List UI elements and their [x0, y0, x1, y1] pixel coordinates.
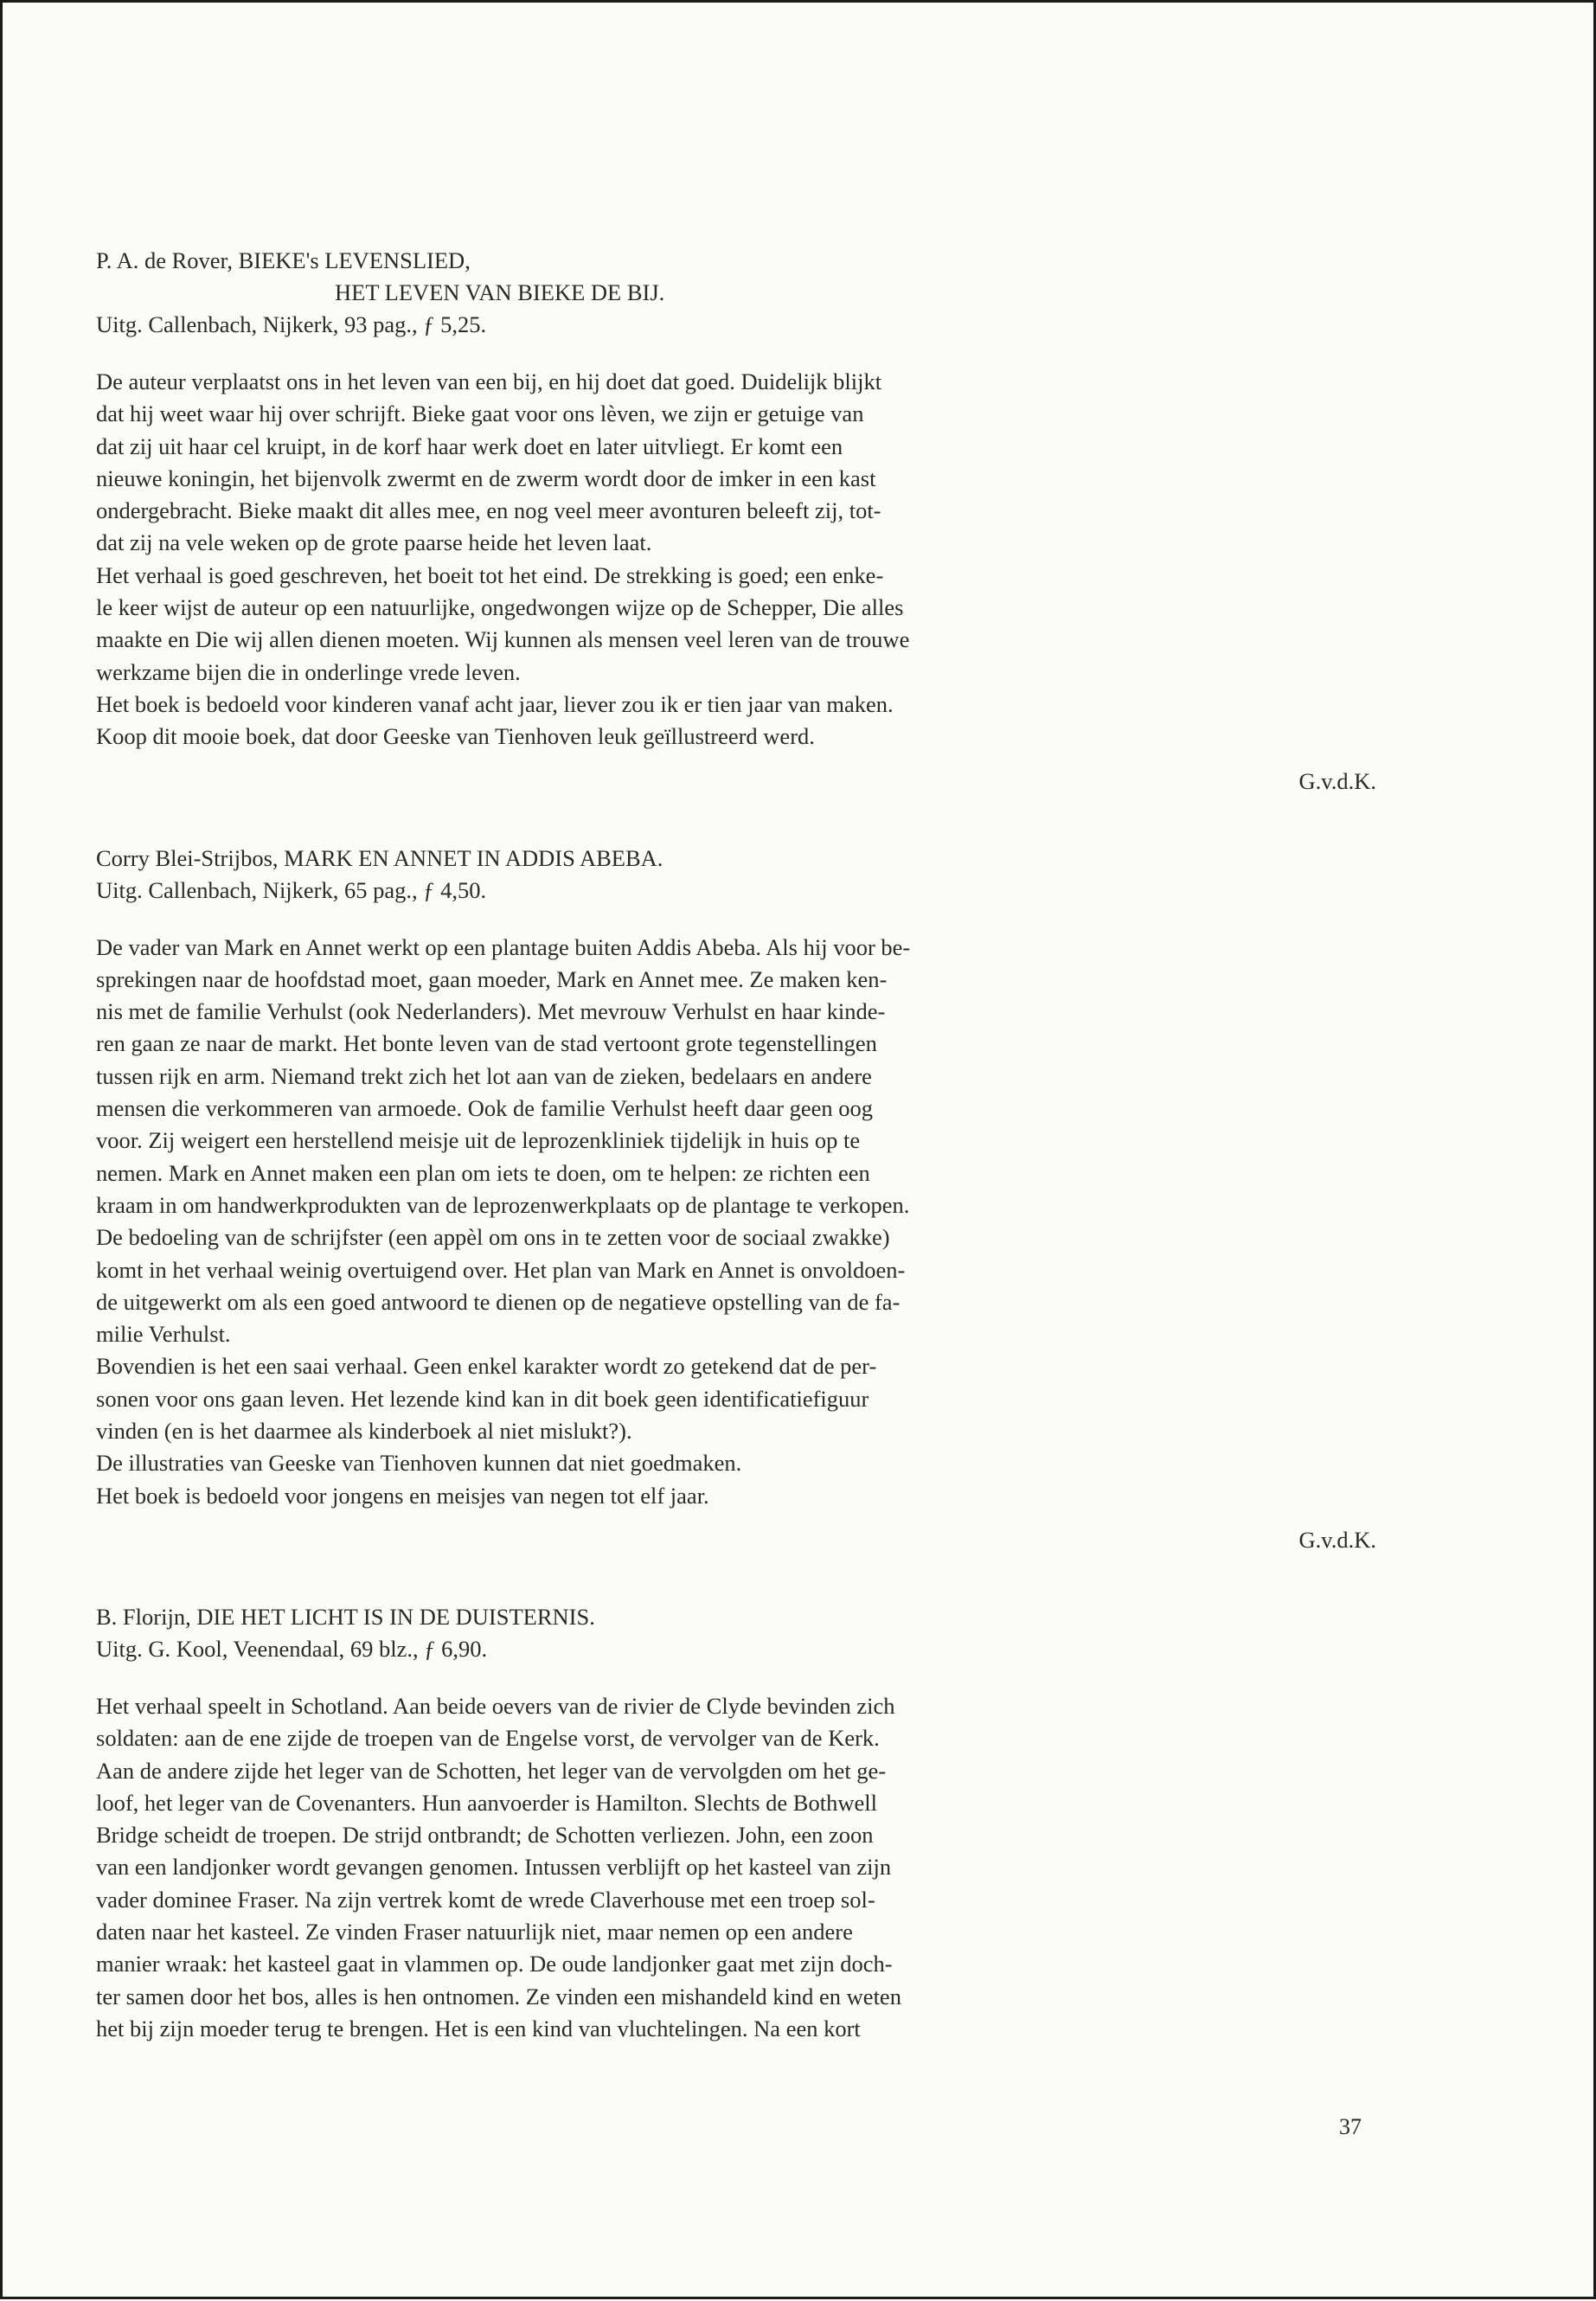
review-text-line: loof, het leger van de Covenanters. Hun aanvoerder is Hamilton. Slechts de Bothwell — [96, 1789, 877, 1816]
review-text-line: daten naar het kasteel. Ze vinden Fraser natuurlijk niet, maar nemen op een andere — [96, 1918, 853, 1945]
review-text-line: nis met de familie Verhulst (ook Nederlanders). Met mevrouw Verhulst en haar kinde- — [96, 998, 886, 1025]
review-text-line: mensen die verkommeren van armoede. Ook de familie Verhulst heeft daar geen oog — [96, 1095, 873, 1122]
review-text-line: ter samen door het bos, alles is hen ontnomen. Ze vinden een mishandeld kind en weten — [96, 1983, 901, 2009]
review-text-line: de uitgewerkt om als een goed antwoord te dienen op de negatieve opstelling van de fa- — [96, 1288, 901, 1315]
review-title-line: Corry Blei-Strijbos, MARK EN ANNET IN ADDIS ABEBA. — [96, 844, 663, 871]
review-text-line: maakte en Die wij allen dienen moeten. Wij kunnen als mensen veel leren van de trouwe — [96, 626, 910, 653]
page-number: 37 — [1339, 2114, 1362, 2139]
review-title-line: P. A. de Rover, BIEKE's LEVENSLIED, — [96, 247, 471, 273]
review-text-line: dat hij weet waar hij over schrijft. Bieke gaat voor ons lèven, we zijn er getuige van — [96, 401, 864, 427]
review-text-line: manier wraak: het kasteel gaat in vlammen op. De oude landjonker gaat met zijn doch- — [96, 1951, 893, 1977]
review-text-line: vinden (en is het daarmee als kinderboek al niet mislukt?). — [96, 1418, 632, 1445]
review-subtitle-line: HET LEVEN VAN BIEKE DE BIJ. — [335, 279, 665, 305]
review-text-line: De bedoeling van de schrijfster (een appèl om ons in te zetten voor de sociaal zwakke) — [96, 1224, 890, 1251]
review-body — [96, 366, 1381, 753]
review-text-line: van een landjonker wordt gevangen genomen. Intussen verblijft op het kasteel van zijn — [96, 1854, 892, 1881]
review-text-line: Het verhaal speelt in Schotland. Aan beide oevers van de rivier de Clyde bevinden zich — [96, 1692, 895, 1719]
review-publisher-line: Uitg. Callenbach, Nijkerk, 93 pag., ƒ 5,25. — [96, 311, 487, 337]
book-review-mark-en-annet — [96, 843, 1381, 1556]
review-text-line: Koop dit mooie boek, dat door Geeske van Tienhoven leuk geïllustreerd werd. — [96, 723, 815, 750]
review-text-line: Het boek is bedoeld voor jongens en meisjes van negen tot elf jaar. — [96, 1482, 709, 1509]
review-text-line: Het verhaal is goed geschreven, het boeit tot het eind. De strekking is goed; een enke- — [96, 561, 884, 588]
review-text-line: sprekingen naar de hoofdstad moet, gaan moeder, Mark en Annet mee. Ze maken ken- — [96, 965, 888, 992]
review-text-line: dat zij na vele weken op de grote paarse heide het leven laat. — [96, 529, 652, 556]
review-signature: G.v.d.K. — [1298, 1526, 1376, 1553]
review-text-line: Het boek is bedoeld voor kinderen vanaf acht jaar, liever zou ik er tien jaar van maken. — [96, 690, 894, 717]
review-text-line: ondergebracht. Bieke maakt dit alles mee, en nog veel meer avonturen beleeft zij, tot- — [96, 497, 881, 524]
review-text-line: Bridge scheidt de troepen. De strijd ontbrandt; de Schotten verliezen. John, een zoon — [96, 1822, 874, 1849]
review-text-line: le keer wijst de auteur op een natuurlijke, ongedwongen wijze op de Schepper, Die alles — [96, 594, 904, 621]
review-text-line: De vader van Mark en Annet werkt op een plantage buiten Addis Abeba. Als hij voor be- — [96, 933, 911, 960]
review-text-line: ren gaan ze naar de markt. Het bonte leven van de stad vertoont grote tegenstellingen — [96, 1030, 877, 1057]
review-text-line: sonen voor ons gaan leven. Het lezende kind kan in dit boek geen identificatiefiguur — [96, 1385, 869, 1412]
page-content — [96, 245, 1381, 2045]
review-body — [96, 1690, 1381, 2045]
review-publisher-line: Uitg. G. Kool, Veenendaal, 69 blz., ƒ 6,90. — [96, 1635, 488, 1662]
review-publisher-line: Uitg. Callenbach, Nijkerk, 65 pag., ƒ 4,50. — [96, 876, 487, 903]
review-text-line: werkzame bijen die in onderlinge vrede leven. — [96, 658, 521, 685]
review-text-line: nieuwe koningin, het bijenvolk zwermt en de zwerm wordt door de imker in een kast — [96, 465, 876, 491]
review-text-line: kraam in om handwerkprodukten van de leprozenwerkplaats op de plantage te verkopen. — [96, 1191, 910, 1218]
review-text-line: vader dominee Fraser. Na zijn vertrek komt de wrede Claverhouse met een troep sol- — [96, 1886, 875, 1913]
review-text-line: Bovendien is het een saai verhaal. Geen enkel karakter wordt zo getekend dat de per- — [96, 1353, 877, 1380]
review-signature: G.v.d.K. — [1298, 767, 1376, 794]
book-review-bieke — [96, 245, 1381, 798]
review-text-line: milie Verhulst. — [96, 1321, 231, 1348]
review-text-line: tussen rijk en arm. Niemand trekt zich het lot aan van de zieken, bedelaars en andere — [96, 1062, 872, 1089]
review-text-line: De auteur verplaatst ons in het leven van een bij, en hij doet dat goed. Duidelijk blijkt — [96, 369, 882, 394]
review-body — [96, 932, 1381, 1512]
review-text-line: soldaten: aan de ene zijde de troepen van de Engelse vorst, de vervolger van de Kerk. — [96, 1725, 880, 1752]
review-text-line: voor. Zij weigert een herstellend meisje uit de leprozenkliniek tijdelijk in huis op te — [96, 1127, 861, 1154]
review-text-line: komt in het verhaal weinig overtuigend over. Het plan van Mark en Annet is onvoldoen- — [96, 1256, 906, 1283]
review-text-line: nemen. Mark en Annet maken een plan om iets te doen, om te helpen: ze richten een — [96, 1159, 870, 1186]
review-text-line: dat zij uit haar cel kruipt, in de korf haar werk doet en later uitvliegt. Er komt een — [96, 433, 843, 459]
review-text-line: De illustraties van Geeske van Tienhoven kunnen dat niet goedmaken. — [96, 1450, 742, 1477]
book-review-licht-in-duisternis — [96, 1601, 1381, 2045]
review-text-line: het bij zijn moeder terug te brengen. Het is een kind van vluchtelingen. Na een kort — [96, 2015, 861, 2041]
review-text-line: Aan de andere zijde het leger van de Schotten, het leger van de vervolgden om het ge- — [96, 1757, 887, 1784]
review-title-line: B. Florijn, DIE HET LICHT IS IN DE DUISTERNIS. — [96, 1603, 595, 1630]
